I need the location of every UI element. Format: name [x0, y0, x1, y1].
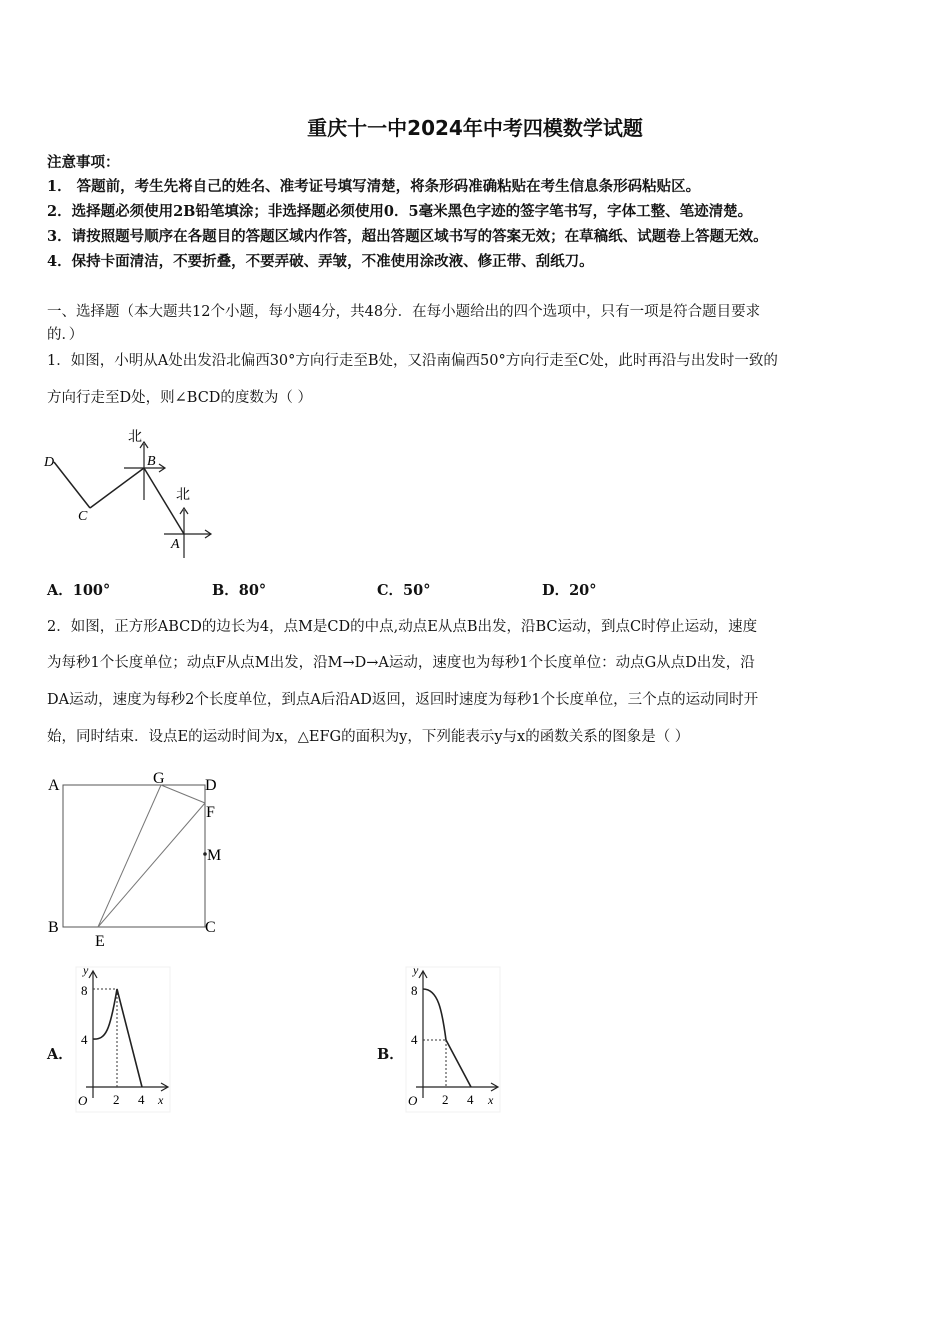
q2-text: 始，同时结束．设点E的运动时间为x，△EFG的面积为y，下列能表示y与x的函数关系的图象是（ ） [47, 729, 690, 745]
q2-text: 2．如图，正方形ABCD的边长为4，点M是CD的中点,动点E从点B出发，沿BC运动，到点C时停止运动，速度 [47, 619, 758, 635]
notice-item: 2．选择题必须使用2B铅笔填涂；非选择题必须使用0．5毫米黑色字迹的签字笔书写，字体工整、笔迹清楚。 [47, 203, 753, 220]
vertex-d-label: D [205, 777, 217, 794]
q1-text: 1．如图，小明从A处出发沿北偏西30°方向行走至B处，又沿南偏西50°方向行走至C处，此时再沿与出发时一致的 [47, 353, 778, 369]
x-tick-label: 4 [138, 1092, 145, 1107]
square-abcd [63, 785, 205, 927]
notice-item: 3．请按照题号顺序在各题目的答题区域内作答，超出答题区域书写的答案无效；在草稿纸、试题卷上答题无效。 [47, 228, 768, 245]
q1-direction-figure [40, 420, 230, 565]
page-title: 重庆十一中2024年中考四模数学试题 [307, 116, 643, 140]
segment-eg [98, 785, 161, 927]
notice-heading: 注意事项： [47, 154, 120, 171]
vertex-b-label: B [48, 919, 59, 936]
point-d-label: D [44, 455, 55, 470]
section-heading: 一、选择题（本大题共12个小题，每小题4分，共48分．在每小题给出的四个选项中，只有一项是符合题目要求 [47, 304, 761, 320]
point-f-label: F [206, 804, 215, 821]
q1-text: 方向行走至D处，则∠BCD的度数为（ ） [47, 390, 313, 406]
y-tick-label: 4 [81, 1032, 88, 1047]
vertex-a-label: A [48, 777, 60, 794]
q2-option-b-label: B． [377, 1046, 404, 1063]
graph-frame [76, 967, 170, 1112]
origin-label: O [78, 1093, 88, 1108]
point-c-label: C [78, 509, 88, 524]
segment-cb [90, 468, 144, 508]
q1-option-d: D．20° [542, 582, 597, 599]
y-tick-label: 8 [411, 983, 418, 998]
notice-item: 1． 答题前，考生先将自己的姓名、准考证号填写清楚，将条形码准确粘贴在考生信息条形码粘贴区。 [47, 178, 701, 195]
q2-text: 为每秒1个长度单位；动点F从点M出发，沿M→D→A运动，速度也为每秒1个长度单位：动点G从点D出发，沿 [47, 655, 755, 671]
x-axis-label: x [488, 1093, 494, 1107]
x-tick-label: 2 [113, 1092, 120, 1107]
vertex-c-label: C [205, 919, 216, 936]
point-b-label: B [147, 454, 156, 469]
point-m-label: M [207, 847, 222, 864]
q1-option-a: A．100° [47, 582, 111, 599]
notice-item: 4．保持卡面清洁，不要折叠，不要弄破、弄皱，不准使用涂改液、修正带、刮纸刀。 [47, 253, 594, 270]
q2-option-a-label: A． [47, 1046, 73, 1063]
point-g-label: G [153, 770, 165, 787]
q2-text: DA运动，速度为每秒2个长度单位，到点A后沿AD返回，返回时速度为每秒1个长度单位，三个点的运动同时开 [47, 692, 759, 708]
x-tick-label: 2 [442, 1092, 449, 1107]
q1-option-c: C．50° [377, 582, 431, 599]
section-heading-cont: 的．） [47, 327, 84, 343]
y-tick-label: 8 [81, 983, 88, 998]
q2-square-figure [40, 765, 240, 955]
north-label: 北 [176, 488, 190, 503]
y-axis-label: y [83, 963, 89, 977]
segment-gf [161, 785, 205, 803]
q2-option-a-graph [70, 960, 180, 1115]
y-axis-label: y [413, 963, 419, 977]
function-curve [423, 989, 471, 1087]
x-axis-label: x [158, 1093, 164, 1107]
segment-ef [98, 803, 205, 927]
graph-frame [406, 967, 500, 1112]
y-tick-label: 4 [411, 1032, 418, 1047]
q2-option-b-graph [400, 960, 510, 1115]
segment-dc [54, 462, 90, 508]
north-label: 北 [128, 430, 142, 445]
origin-label: O [408, 1093, 418, 1108]
point-e-label: E [95, 933, 105, 950]
point-a-label: A [171, 537, 180, 552]
x-tick-label: 4 [467, 1092, 474, 1107]
q1-option-b: B．80° [212, 582, 267, 599]
